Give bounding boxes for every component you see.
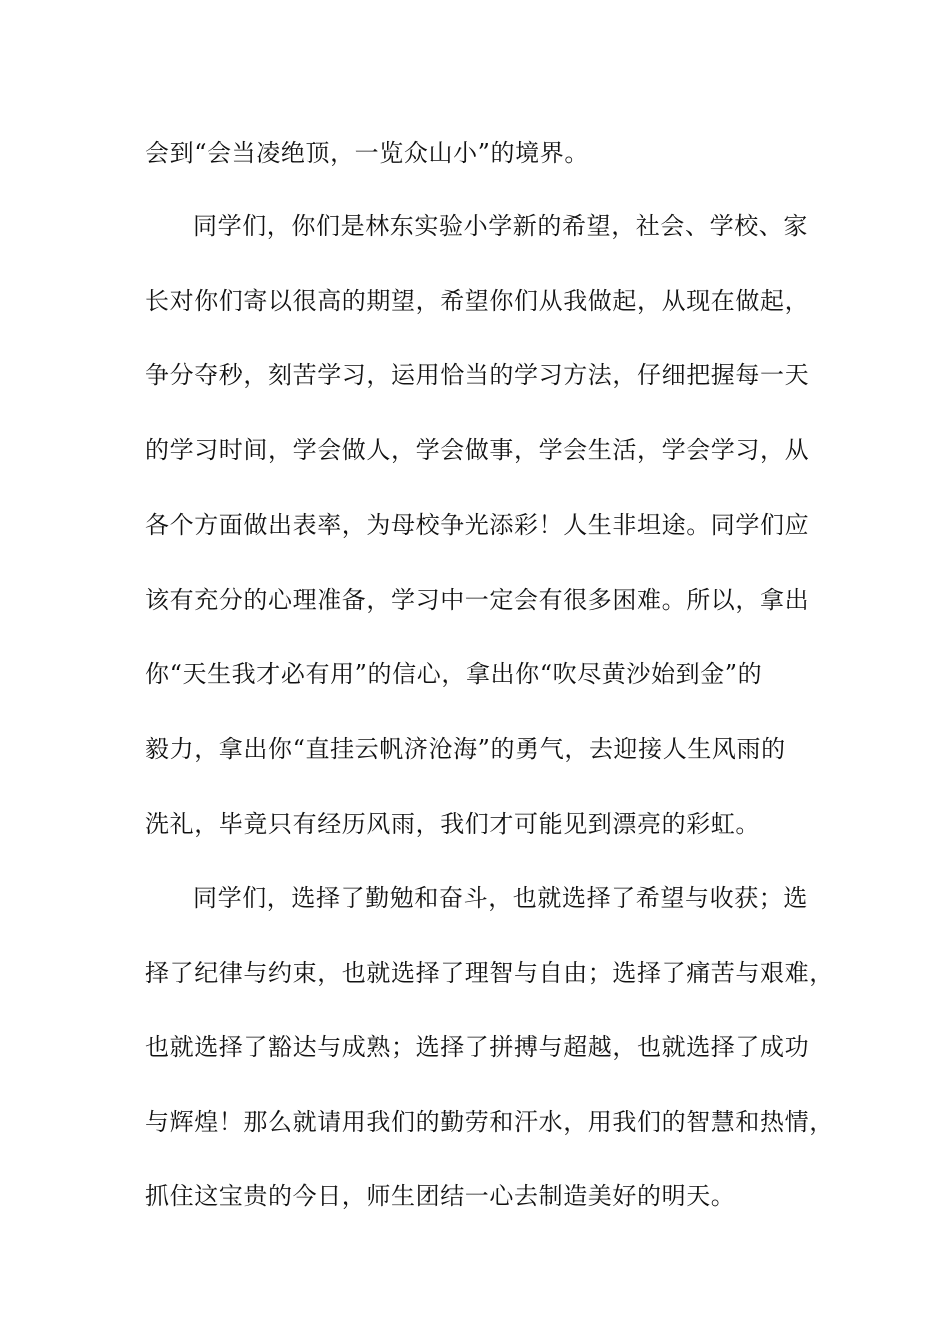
text-line: 的学习时间，学会做人，学会做事，学会生活，学会学习，从 — [145, 436, 810, 464]
paragraph-first-line: 同学们，你们是林东实验小学新的希望，社会、学校、家 — [193, 212, 808, 240]
text-line: 与辉煌！那么就请用我们的勤劳和汗水，用我们的智慧和热情， — [145, 1108, 834, 1136]
text-line: 该有充分的心理准备，学习中一定会有很多困难。所以，拿出 — [145, 586, 810, 614]
text-line: 会到“会当凌绝顶，一览众山小”的境界。 — [145, 139, 589, 167]
text-line: 洗礼，毕竟只有经历风雨，我们才可能见到漂亮的彩虹。 — [145, 810, 760, 838]
text-line: 各个方面做出表率，为母校争光添彩！人生非坦途。同学们应 — [145, 511, 810, 539]
text-line: 择了纪律与约束，也就选择了理智与自由；选择了痛苦与艰难， — [145, 959, 834, 987]
text-line: 也就选择了豁达与成熟；选择了拼搏与超越，也就选择了成功 — [145, 1033, 810, 1061]
text-line: 你“天生我才必有用”的信心，拿出你“吹尽黄沙始到金”的 — [145, 660, 763, 688]
text-line: 抓住这宝贵的今日，师生团结一心去制造美好的明天。 — [145, 1182, 736, 1210]
text-line: 毅力，拿出你“直挂云帆济沧海”的勇气，去迎接人生风雨的 — [145, 735, 786, 763]
text-line: 长对你们寄以很高的期望，希望你们从我做起，从现在做起， — [145, 287, 810, 315]
text-line: 争分夺秒，刻苦学习，运用恰当的学习方法，仔细把握每一天 — [145, 361, 810, 389]
paragraph-first-line: 同学们，选择了勤勉和奋斗，也就选择了希望与收获；选 — [193, 884, 808, 912]
